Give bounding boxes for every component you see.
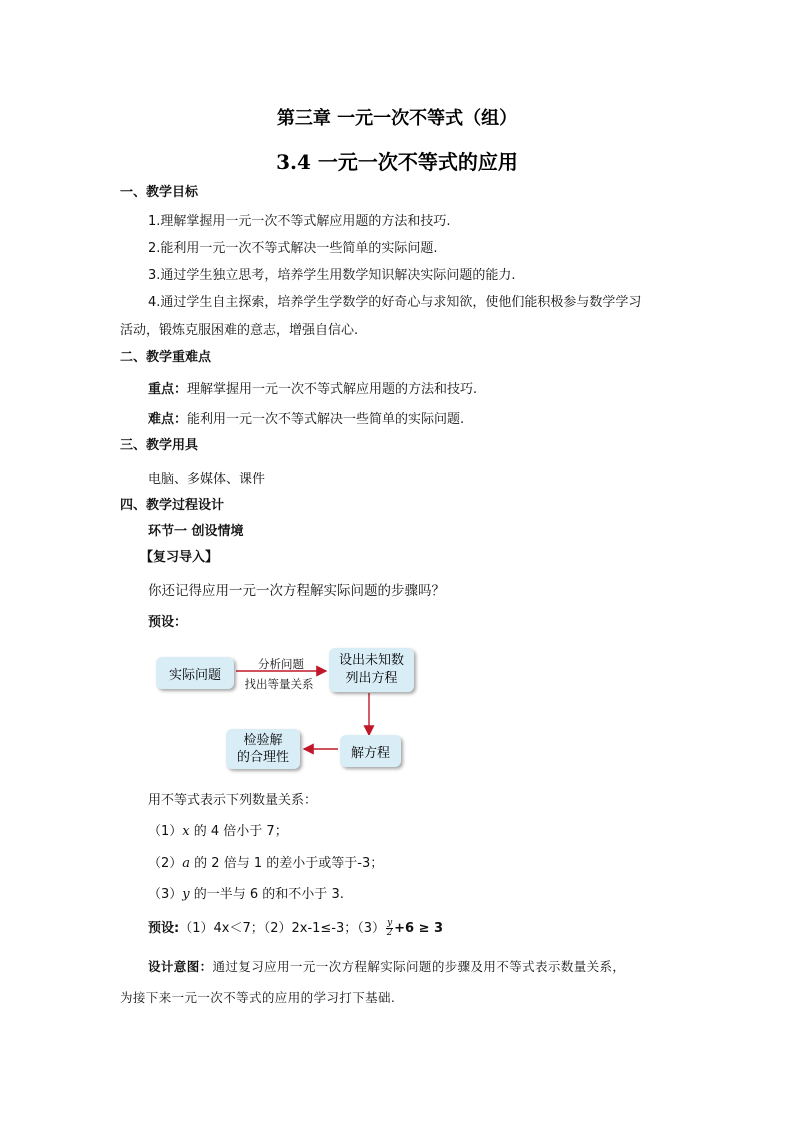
flow-box-label: 解方程 (350, 745, 390, 761)
flow-box-label: 列出方程 (345, 671, 398, 686)
item-variable: x (182, 824, 190, 839)
flow-box-label: 检验解 (243, 733, 283, 748)
answer-2: （2）2x-1≤-3； (263, 921, 358, 936)
flow-label-analyze: 分析问题 (258, 657, 304, 671)
design-intent-label: 设计意图： (148, 959, 213, 974)
objective-item: 3.通过学生独立思考，培养学生用数学知识解决实际问题的能力. (148, 268, 516, 283)
flow-box-label: 实际问题 (168, 667, 221, 683)
key-point-label: 重点： (148, 382, 188, 397)
difficult-point-label: 难点： (148, 412, 188, 427)
answer-3-fraction (386, 919, 393, 938)
objective-item-continued: 活动，锻炼克服困难的意志，增强自信心. (120, 323, 359, 338)
answer-1: （1）4x＜7； (179, 921, 264, 936)
item-variable: a (182, 856, 191, 871)
item-number: （1） (148, 824, 183, 839)
tools-heading: 三、教学用具 (120, 438, 199, 453)
review-label: 【复习导入】 (140, 550, 219, 565)
process-heading: 四、教学过程设计 (120, 498, 225, 513)
item-variable: y (182, 887, 190, 902)
flow-box-label: 设出未知数 (338, 653, 404, 668)
answer-3-formula: +6 ≥ 3 (394, 921, 444, 936)
item-number: （2） (148, 856, 183, 871)
fraction-denominator: 2 (386, 928, 393, 938)
item-text: 的 2 倍与 1 的差小于或等于-3； (190, 856, 384, 871)
key-points-heading: 二、教学重难点 (120, 350, 212, 365)
answer-3-prefix: （3） (357, 921, 386, 936)
flow-box-actual-problem (156, 657, 234, 689)
preset-label: 预设： (148, 615, 188, 630)
key-point-text: 理解掌握用一元一次不等式解应用题的方法和技巧. (187, 382, 478, 397)
inequality-item (148, 852, 383, 871)
design-intent-continued: 为接下来一元一次不等式的应用的学习打下基础. (120, 990, 396, 1005)
item-text: 的一半与 6 的和不小于 3. (189, 887, 344, 902)
objective-item: 4.通过学生自主探索，培养学生学数学的好奇心与求知欲，使他们能积极参与数学学习 (148, 295, 642, 310)
inequality-prompt: 用不等式表示下列数量关系： (148, 793, 318, 808)
flow-box-verify-solution (226, 729, 300, 769)
answer-label: 预设: (148, 921, 180, 936)
design-intent (148, 957, 625, 975)
review-question: 你还记得应用一元一次方程解实际问题的步骤吗？ (148, 583, 445, 599)
objective-item: 2.能利用一元一次不等式解决一些简单的实际问题. (148, 241, 438, 256)
item-text: 的 4 倍小于 7； (189, 824, 288, 839)
flow-label-find-relation: 找出等量关系 (244, 677, 314, 691)
step-heading: 环节一 创设情境 (148, 524, 244, 539)
section-title: 3.4 一元一次不等式的应用 (276, 150, 518, 174)
inequality-item (148, 883, 344, 902)
flow-box-solve-equation (340, 735, 401, 767)
design-intent-text: 通过复习应用一元一次方程解实际问题的步骤及用不等式表示数量关系， (212, 959, 626, 974)
preset-answers (148, 917, 443, 938)
flow-box-label: 的合理性 (236, 750, 289, 765)
objectives-heading: 一、教学目标 (120, 185, 199, 200)
fraction-numerator: y (387, 918, 393, 928)
item-number: （3） (148, 887, 183, 902)
difficult-point-text: 能利用一元一次不等式解决一些简单的实际问题. (187, 412, 465, 427)
chapter-title: 第三章 一元一次不等式（组） (276, 108, 518, 129)
objective-item: 1.理解掌握用一元一次不等式解应用题的方法和技巧. (148, 214, 451, 229)
inequality-item (148, 820, 288, 839)
flow-box-set-unknown (329, 648, 414, 692)
tools-text: 电脑、多媒体、课件 (148, 472, 266, 487)
